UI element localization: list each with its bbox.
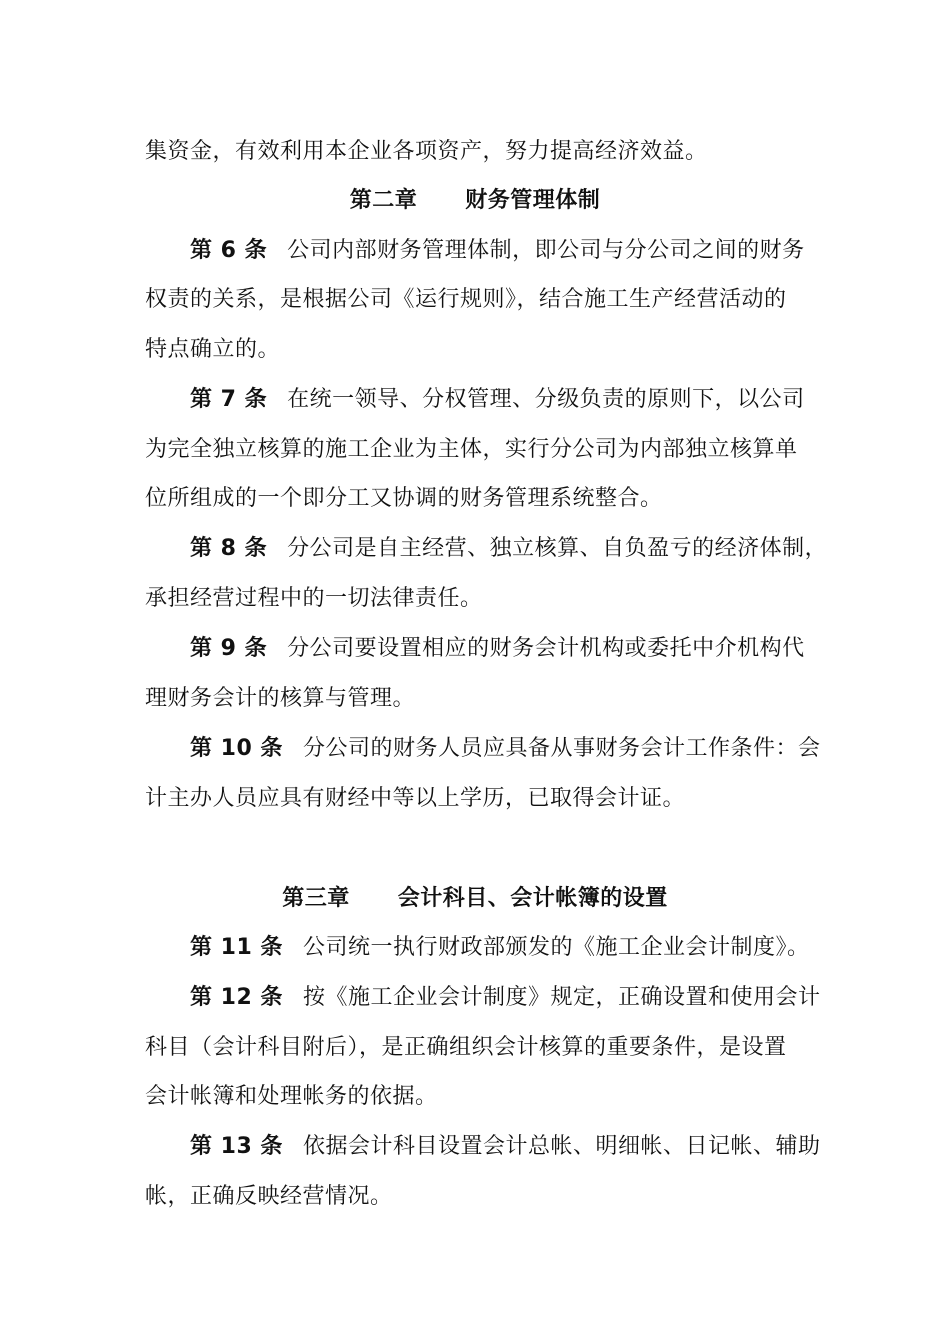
chapter-2-number: 第二章	[349, 188, 418, 213]
article-13-label: 第 13 条	[190, 1134, 283, 1159]
article-9-text-1: 分公司要设置相应的财务会计机构或委托中介机构代	[287, 636, 805, 661]
article-13-line-2: 帐，正确反映经营情况。	[145, 1184, 393, 1209]
chapter-3-title: 会计科目、会计帐簿的设置	[397, 886, 668, 911]
article-8-line-1	[190, 534, 870, 564]
article-10-line-1	[190, 734, 870, 764]
article-10-text-1: 分公司的财务人员应具备从事财务会计工作条件：会	[302, 736, 821, 761]
article-11-line-1	[190, 933, 870, 963]
article-8-label: 第 8 条	[190, 536, 268, 561]
article-12-line-2: 科目（会计科目附后），是正确组织会计核算的重要条件，是设置	[145, 1035, 787, 1060]
article-11-label: 第 11 条	[190, 935, 283, 960]
article-7-line-2: 为完全独立核算的施工企业为主体，实行分公司为内部独立核算单	[145, 437, 798, 462]
article-10-label: 第 10 条	[190, 736, 283, 761]
article-6-line-2: 权责的关系，是根据公司《运行规则》，结合施工生产经营活动的	[145, 287, 787, 312]
article-13-text-1: 依据会计科目设置会计总帐、明细帐、日记帐、辅助	[302, 1134, 821, 1159]
article-9-label: 第 9 条	[190, 636, 268, 661]
article-6-line-1	[190, 236, 870, 266]
article-9-line-1	[190, 634, 870, 664]
article-12-label: 第 12 条	[190, 985, 283, 1010]
article-7-line-1	[190, 385, 870, 415]
intro-text: 集资金，有效利用本企业各项资产，努力提高经济效益。	[145, 139, 708, 164]
article-11-text-1: 公司统一执行财政部颁发的《施工企业会计制度》。	[302, 935, 810, 960]
article-9-line-2: 理财务会计的核算与管理。	[145, 686, 416, 711]
chapter-2-title: 财务管理体制	[465, 188, 601, 213]
article-8-text-1: 分公司是自主经营、独立核算、自负盈亏的经济体制，	[287, 536, 828, 561]
article-7-text-1: 在统一领导、分权管理、分级负责的原则下，以公司	[287, 387, 805, 412]
article-12-line-3: 会计帐簿和处理帐务的依据。	[145, 1084, 438, 1109]
article-7-label: 第 7 条	[190, 387, 268, 412]
article-12-text-1: 按《施工企业会计制度》规定，正确设置和使用会计	[302, 985, 821, 1010]
article-6-line-3: 特点确立的。	[145, 337, 281, 362]
article-12-line-1	[190, 983, 870, 1013]
article-7-line-3: 位所组成的一个即分工又协调的财务管理系统整合。	[145, 486, 663, 511]
article-8-line-2: 承担经营过程中的一切法律责任。	[145, 586, 483, 611]
chapter-2-heading	[0, 186, 950, 216]
article-6-text-1: 公司内部财务管理体制，即公司与分公司之间的财务	[287, 238, 805, 263]
article-10-line-2: 计主办人员应具有财经中等以上学历，已取得会计证。	[145, 786, 686, 811]
chapter-3-heading	[0, 884, 950, 914]
article-13-line-1	[190, 1132, 870, 1162]
chapter-3-number: 第三章	[282, 886, 350, 911]
article-6-label: 第 6 条	[190, 238, 268, 263]
